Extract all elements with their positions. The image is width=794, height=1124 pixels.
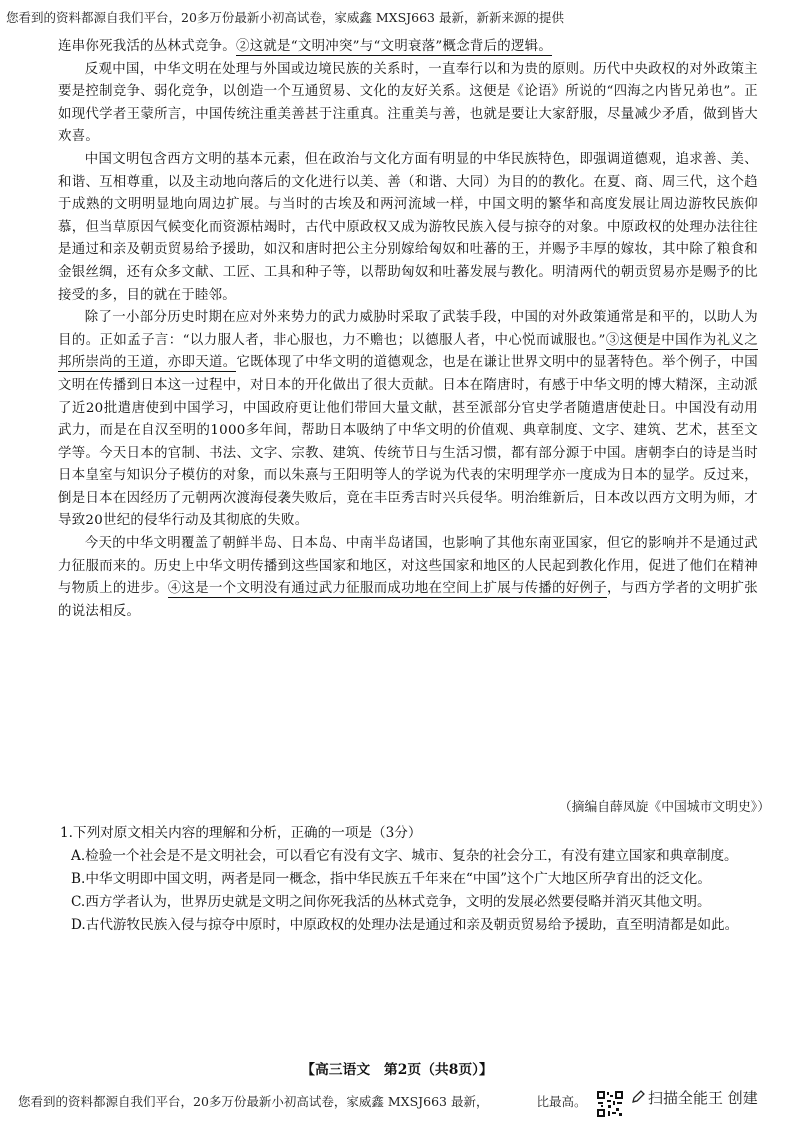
scanner-stamp xyxy=(630,1087,758,1108)
bottom-watermark xyxy=(18,1093,587,1111)
underlined-sentence: ②这就是“文明冲突”与“文明衰落”概念背后的逻辑。 xyxy=(235,39,553,54)
qr-code-icon xyxy=(596,1090,624,1118)
question-block xyxy=(60,822,760,937)
underlined-sentence: ③这便是中国作为礼义之邦所崇尚的王道，亦即天道。 xyxy=(58,332,758,371)
option-letter: C. xyxy=(71,894,86,910)
paragraph-text: 中国文明包含西方文明的基本元素，但在政治与文化方面有明显的中华民族特色，即强调道德观，追求善、美、和谐、互相尊重，以及主动地向落后的文化进行以美、善（和谐、大同）为目的的教化。在夏、商、周三代，这个趋于成熟的文明明显地向周边扩展。与当时的古埃及和两河流域一样，中国文明的繁华和高度发展让周边游牧民族仰慕，但当草原因气候变化而资源枯竭时，古代中原政权又成为游牧民族入侵与掠夺的对象。中原政权的处理办法往往是通过和亲及朝贡贸易给予援助，如汉和唐时把公主分别嫁给匈奴和吐蕃的王，并赐予丰厚的嫁妆，其中除了粮食和金银丝绸，还有众多文献、工匠、工具和种子等，以帮助匈奴和吐蕃发展与教化。明清两代的朝贡贸易亦是赐予的比接受的多，目的就在于睦邻。 xyxy=(58,151,758,303)
option-letter: B. xyxy=(71,871,86,887)
passage-paragraph xyxy=(58,307,758,533)
option-letter: A. xyxy=(71,848,86,864)
pen-icon xyxy=(630,1089,646,1105)
question-stem: 1.下列对原文相关内容的理解和分析，正确的一项是（3分） xyxy=(60,825,422,841)
passage-source: （摘编自薛凤旋《中国城市文明史》） xyxy=(558,800,770,815)
passage-paragraph xyxy=(58,36,758,59)
answer-option xyxy=(60,845,760,868)
bottom-watermark-tail: 比最高。 xyxy=(536,1094,587,1109)
option-letter: D. xyxy=(71,917,86,933)
option-text: 古代游牧民族入侵与掠夺中原时，中原政权的处理办法是通过和亲及朝贡贸易给予援助，直至明清都是如此。 xyxy=(85,917,739,933)
paragraph-text: 今天的中华文明覆盖了朝鲜半岛、日本岛、中南半岛诸国，也影响了其他东南亚国家，但它的影响并不是通过武力征服而来的。历史上中华文明传播到这些国家和地区，对这些国家和地区的人民起到教化作用，促进了他们在精神与物质上的进步。 xyxy=(58,536,758,597)
question-options xyxy=(60,845,760,937)
paragraph-text: ，与西方学者的文明扩张的说法相反。 xyxy=(58,581,758,619)
answer-option xyxy=(60,914,760,937)
underlined-sentence: ④这是一个文明没有通过武力征服而成功地在空间上扩展与传播的好例子 xyxy=(167,581,608,597)
passage-paragraph xyxy=(58,533,758,623)
answer-option xyxy=(60,891,760,914)
page-footer: 【高三语文 第2页（共8页）】 xyxy=(301,1062,493,1078)
option-text: 西方学者认为，世界历史就是文明之间你死我活的丛林式竞争，文明的发展必然要侵略并消灭其他文明。 xyxy=(85,894,711,910)
option-text: 中华文明即中国文明，两者是同一概念，指中华民族五千年来在“中国”这个广大地区所孕育出的泛文化。 xyxy=(85,871,711,887)
passage-paragraph xyxy=(58,59,758,149)
paragraph-text: 连串你死我活的丛林式竞争。 xyxy=(58,39,236,54)
top-watermark: 您看到的资料都源自我们平台，20多万份最新小初高试卷，家威鑫 MXSJ663 最新，新新来源的提供 xyxy=(6,10,564,25)
paragraph-text: 它既体现了中华文明的道德观念，也是在谦让世界文明中的显著特色。举个例子，中国文明在传播到日本这一过程中，对日本的开化做出了很大贡献。日本在隋唐时，有感于中华文明的博大精深，主动派了近20批遣唐使到中国学习，中国政府更让他们带回大量文献，甚至派部分官史学者随遣唐使赴日。中国没有动用武力，而是在自汉至明的1000多年间，帮助日本吸纳了中华文明的价值观、典章制度、文字、建筑、艺术，甚至文学等。今天日本的官制、书法、文字、宗教、建筑、传统节日与生活习惯，都有部分源于中国。唐朝李白的诗是当时日本皇室与知识分子模仿的对象，而以朱熹与王阳明等人的学说为代表的宋明理学亦一度成为日本的显学。反过来，倒是日本在因经历了元朝两次渡海侵袭失败后，竟在丰臣秀吉时兴兵侵华。明治维新后，日本改以西方文明为师，才导致20世纪的侵华行动及其彻底的失败。 xyxy=(58,355,758,529)
option-text: 检验一个社会是不是文明社会，可以看它有没有文字、城市、复杂的社会分工，有没有建立国家和典章制度。 xyxy=(85,848,738,864)
paragraph-text: 反观中国，中华文明在处理与外国或边境民族的关系时，一直奉行以和为贵的原则。历代中央政权的对外政策主要是控制竞争、弱化竞争，以创造一个互通贸易、文化的友好关系。这便是《论语》所说的“四海之内皆兄弟也”。正如现代学者王蒙所言，中国传统注重美善甚于注重真。注重美与善，也就是要让大家舒服，尽量减少矛盾，做到皆大欢喜。 xyxy=(58,61,758,145)
bottom-watermark-text: 您看到的资料都源自我们平台，20多万份最新小初高试卷，家威鑫 MXSJ663 最新， xyxy=(18,1094,489,1109)
answer-option xyxy=(60,868,760,891)
passage-paragraph xyxy=(58,149,758,307)
paragraph-text: 除了一小部分历史时期在应对外来势力的武力威胁时采取了武装手段，中国的对外政策通常是和平的，以助人为目的。正如孟子言：“以力服人者，非心服也，力不赡也；以德服人者，中心悦而诚服也。” xyxy=(58,310,758,348)
scanner-stamp-text: 扫描全能王 创建 xyxy=(648,1089,758,1107)
reading-passage xyxy=(58,36,758,623)
